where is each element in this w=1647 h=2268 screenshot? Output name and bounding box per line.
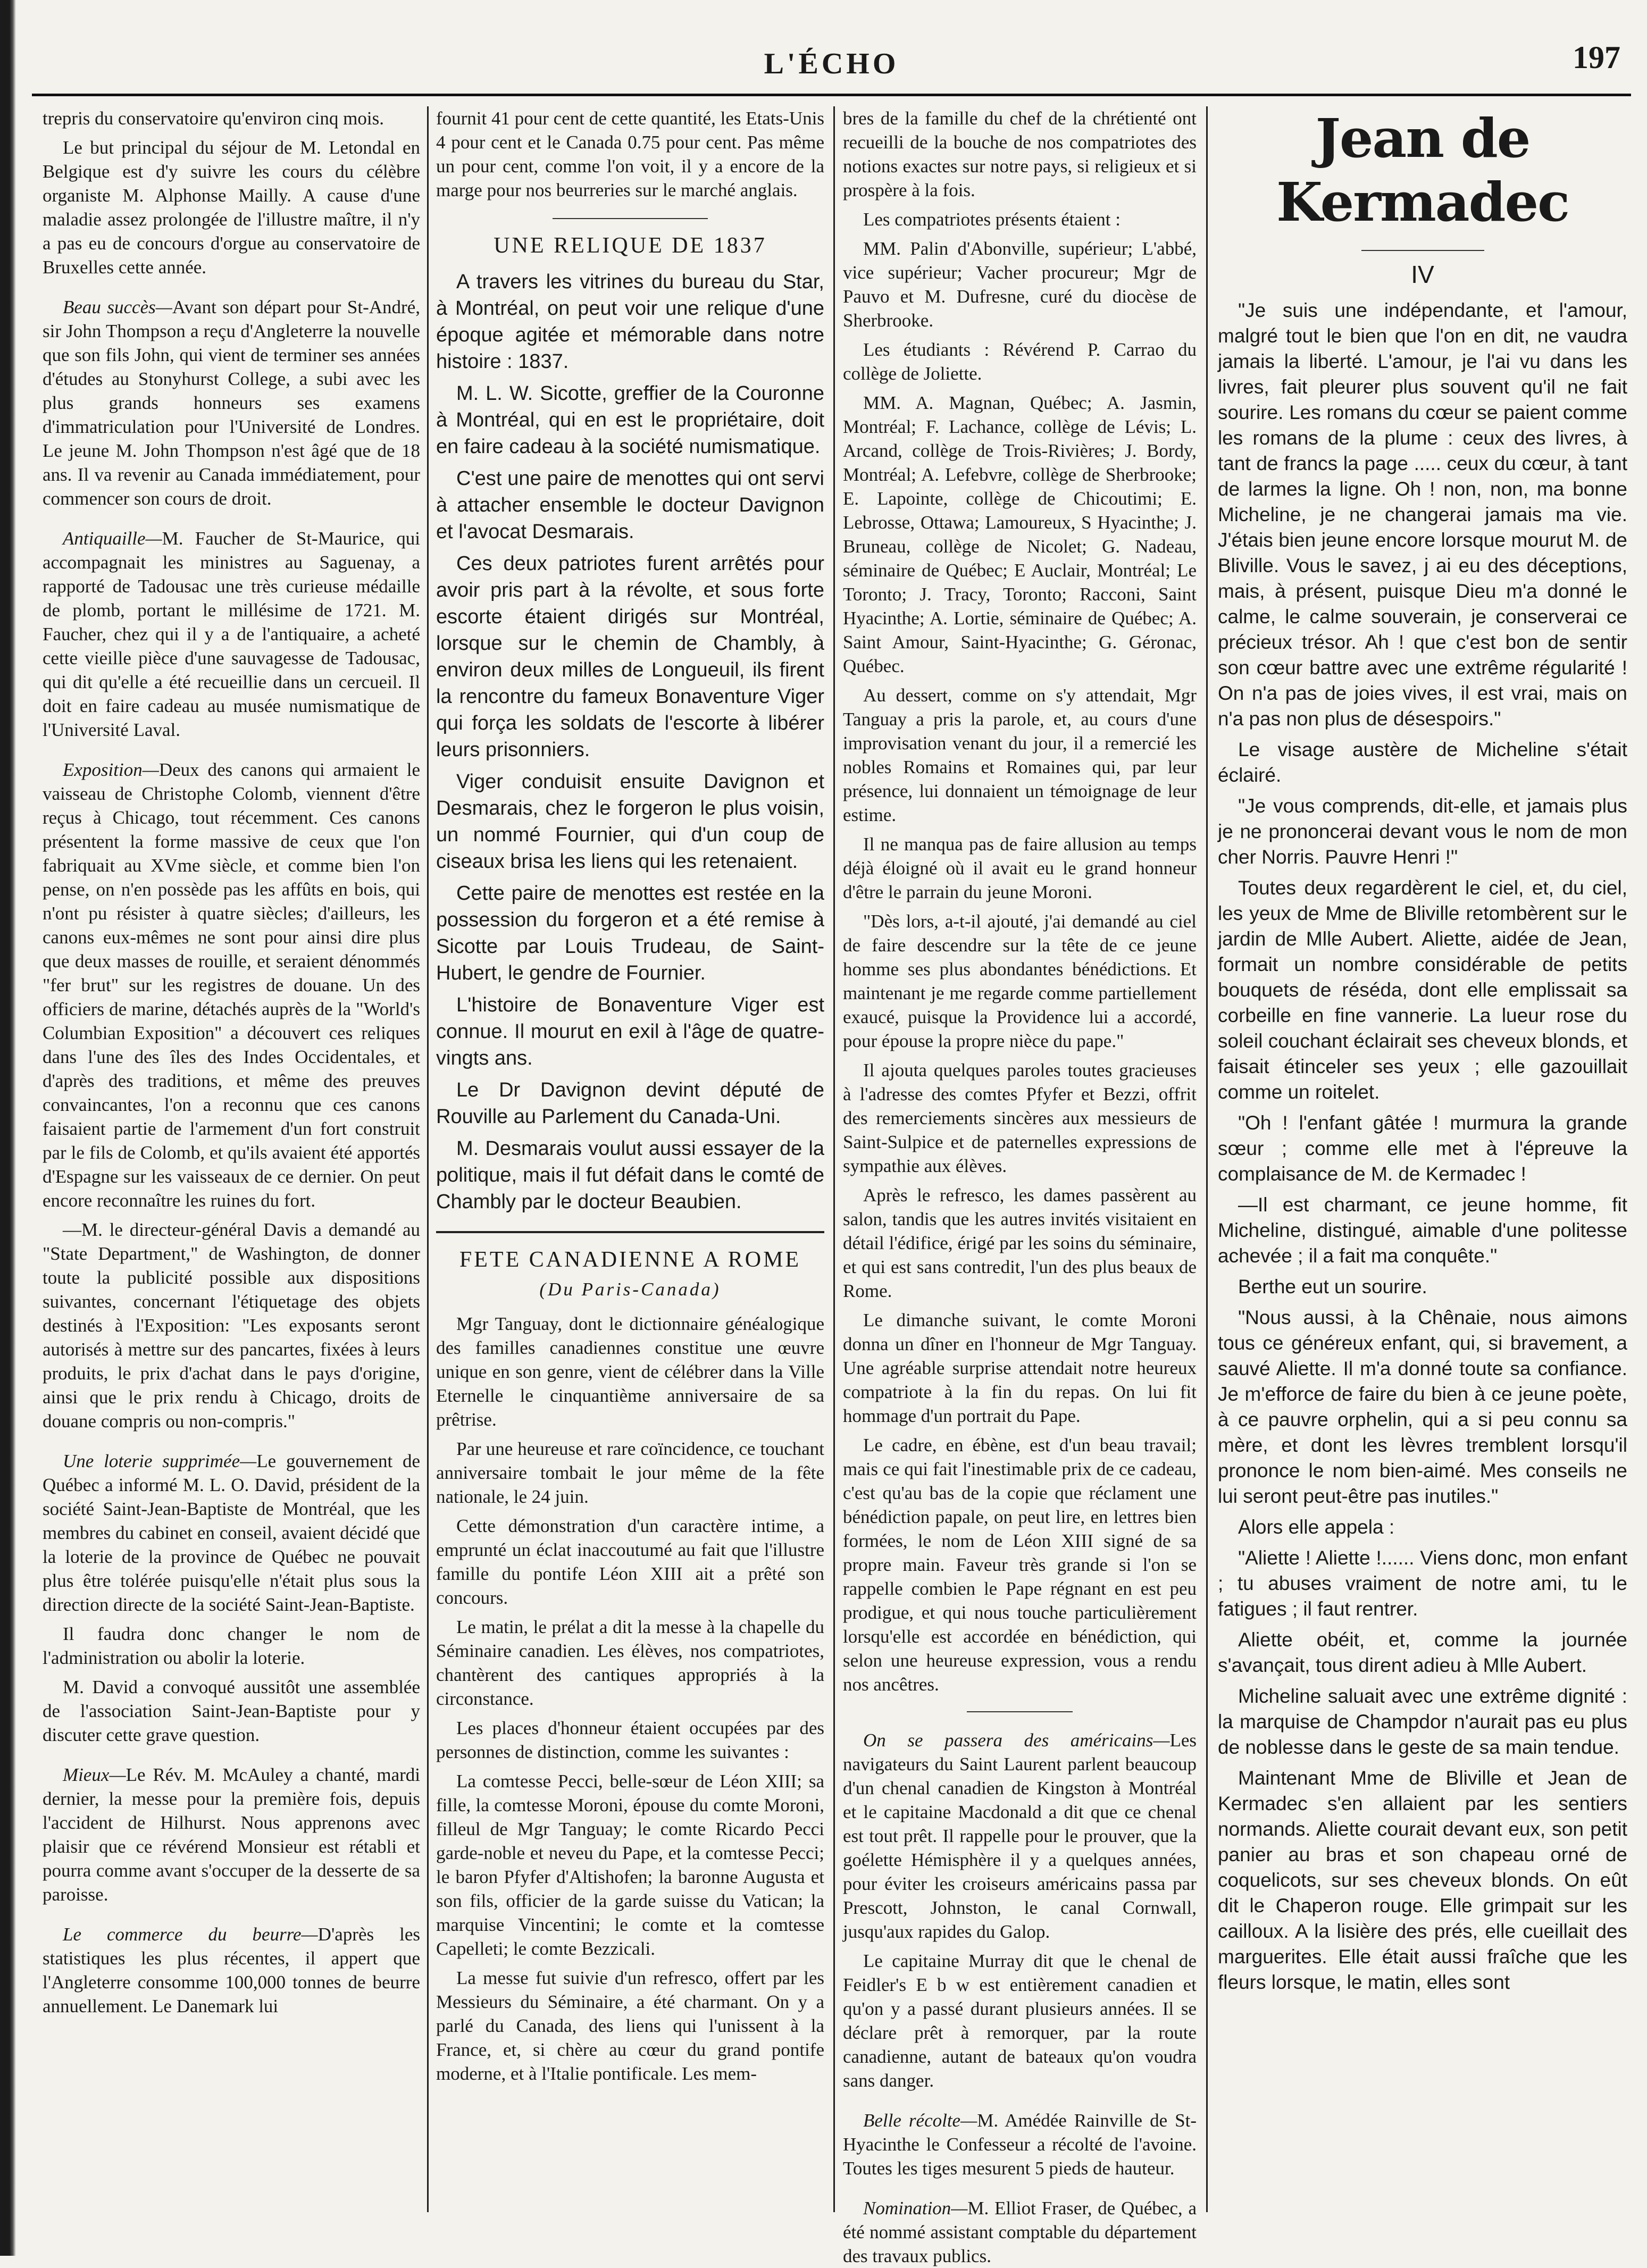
paragraph: Toutes deux regardèrent le ciel, et, du ciel, les yeux de Mme de Bliville retombèrent sur le jardin de Mlle Aubert. Aliette, aidée de Jean, formait un nombre considérable de petits bouquets de réséda, dont elle emplissait sa corbeille en fine vannerie. La lueur rose du soleil couchant éclairait ses cheveux blonds, et faisait étinceler ses yeux ; elle gazouillait comme un roitelet. <box>1218 877 1627 1103</box>
news-item <box>843 2108 1197 2180</box>
column-3 <box>843 106 1197 2266</box>
paragraph: MM. A. Magnan, Québec; A. Jasmin, Montréal; F. Lachance, collège de Lévis; L. Arcand, collège de Trois-Rivières; J. Bordy, Montréal; A. Lefebvre, collège de Sherbrooke; E. Lapointe, collège de Chicoutimi; E. Lebrosse, Ottawa; Lamoureux, S Hyacinthe; J. Bruneau, collège de Nicolet; G. Nadeau, séminaire de Québec; E Auclair, Montréal; Le Toronto; J. Tracy, Toronto; Racconi, Saint Hyacinthe; A. Lortie, séminaire de Québec; A. Saint Amour, Saint-Hyacinthe; G. Géronac, Québec. <box>843 392 1197 676</box>
item-text: M. Faucher de St-Maurice, qui accompagnait les ministres au Saguenay, a rapporté de Tadousac une très curieuse médaille de plomb, portant le millésime de 1721. M. Faucher, chez qui il y a de l'antiquaire, a acheté cette vieille pièce d'une sauvagesse de Tadousac, qui dit qu'elle a été recueillie dans un cercueil. Il doit en faire cadeau au musée numismatique de l'Université Laval. <box>43 528 420 740</box>
paragraph: "Je suis une indépendante, et l'amour, malgré tout le bien que l'on en dit, ne vaudra jamais la liberté. L'amour, je l'ai vu dans les livres, fait pleurer plus souvent qu'il ne fait sourire. Les romans du cœur se paient comme les romans de la plume : ceux des livres, à tant de francs la page ..... ceux du cœur, à tant de larmes la ligne. Oh ! non, non, ma bonne Micheline, je ne changerai jamais ma vie. J'étais bien jeune encore lorsque mourut M. de Bliville. Vous le savez, j ai eu des déceptions, mais, à présent, puisque Dieu m'a donné le calme, le calme souverain, je conserverai ce précieux trésor. Ah ! que c'est bon de sentir son cœur battre avec une extrême régularité ! On n'a pas de joies vives, il est vrai, mais on n'a pas non plus de désespoirs." <box>1218 299 1627 730</box>
paragraph: Mgr Tanguay, dont le dictionnaire généalogique des familles canadiennes constitue une œuvre unique en son genre, vient de célébrer dans la Ville Eternelle le cinquantième anniversaire de sa prêtrise. <box>436 1313 824 1430</box>
paragraph: Les compatriotes présents étaient : <box>863 209 1121 230</box>
page-binding-edge <box>0 0 16 2256</box>
paragraph: Le capitaine Murray dit que le chenal de Feidler's E b w est entièrement canadien et qu'on y a passé durant plusieurs années. Il se déclare prêt à remorquer, par la route canadienne, autant de bateaux qu'on voudra sans danger. <box>843 1951 1197 2091</box>
paragraph: "Aliette ! Aliette !...... Viens donc, mon enfant ; tu abuses vraiment de notre ami, tu le fatigues ; il faut rentrer. <box>1218 1547 1627 1620</box>
newspaper-title: L'ÉCHO <box>764 47 899 80</box>
news-item <box>43 1763 420 1906</box>
paragraph: "Je vous comprends, dit-elle, et jamais plus je ne prononcerai devant vous le nom de mon cher Norris. Pauvre Henri !" <box>1218 795 1627 868</box>
item-text: M. Elliot Fraser, de Québec, a été nommé assistant comptable du département des travaux publics. <box>843 2198 1197 2266</box>
news-item <box>43 526 420 742</box>
paragraph: Le matin, le prélat a dit la messe à la chapelle du Séminaire canadien. Les élèves, nos compatriotes, chantèrent des cantiques appropriés à la circonstance. <box>436 1617 824 1709</box>
paragraph: MM. Palin d'Abonville, supérieur; L'abbé, vice supérieur; Vacher procureur; Mgr de Pauvo et M. Dufresne, curé du diocèse de Sherbrooke. <box>843 238 1197 331</box>
item-text: Avant son départ pour St-André, sir John Thompson a reçu d'Angleterre la nouvelle que son fils John, qui vient de terminer ses années d'études au Stonyhurst College, a subi avec les plus grands honneurs ses examens d'immatriculation pour l'Université de Londres. Le jeune M. John Thompson n'est âgé que de 18 ans. Il va revenir au Canada immédiatement, pour commencer son cours de droit. <box>43 297 420 509</box>
item-text: Les navigateurs du Saint Laurent parlent beaucoup d'un chenal canadien de Kingston à Montréal et le capitaine Macdonald a dit que ce chenal est tout prêt. Il rappelle pour le prouver, que la goélette Hémisphère il y a quelques années, pour éviter les croiseurs américains passa par Prescott, Johnston, le canal Cornwall, jusqu'aux rapides du Galop. <box>843 1730 1197 1942</box>
news-item <box>843 2196 1197 2268</box>
page-header <box>32 32 1631 96</box>
section-source: (Du Paris-Canada) <box>539 1279 721 1300</box>
paragraph: L'histoire de Bonaventure Viger est connue. Il mourut en exil à l'âge de quatre-vingts ans. <box>436 994 824 1069</box>
paragraph: Cette démonstration d'un caractère intime, a emprunté un éclat inaccoutumé au fait que l'illustre famille du pontife Léon XIII ait a prêté son concours. <box>436 1516 824 1608</box>
item-heading: Exposition— <box>63 759 159 780</box>
news-item <box>43 1922 420 2018</box>
item-text: Deux des canons qui armaient le vaisseau de Christophe Colomb, viennent d'être reçus à Chicago, tout récemment. Ces canons présentent la forme massive de ceux que l'on fabriquait au XVme siècle, et comme bien l'on pense, on n'en possède pas les affûts en bois, qui n'ont pu résister à quatre siècles; d'ailleurs, les canons eux-mêmes ne sont pour ainsi dire plus que deux masses de rouille, et seraient dénommés "fer brut" sur les registres de douane. Un des officiers de marine, détachés auprès de la "World's Columbian Exposition" a découvert ces reliques dans l'une des îles des Indes Occidentales, et d'après des traditions, et même des preuves convaincantes, l'on a reconnu que ces canons faisaient partie de l'armement d'un fort construit par le fils de Colomb, et qu'ils avaient été apportés d'Espagne sur les vaisseaux de ce dernier. On peut encore reconnaître les ruines du fort. <box>43 759 420 1211</box>
article-body <box>436 269 824 1215</box>
paragraph: "Nous aussi, à la Chênaie, nous aimons tous ce généreux enfant, qui, si bravement, a sauvé Aliette. Il m'a donné toute sa confiance. Je m'efforce de faire du bien à ce jeune poète, à ce pauvre orphelin, qui a si peu connu sa mère, et dont les lèvres tremblent lorsqu'il prononce le nom bien-aimé. Mes conseils ne lui seront peut-être pas inutiles." <box>1218 1307 1627 1507</box>
paragraph: "Dès lors, a-t-il ajouté, j'ai demandé au ciel de faire descendre sur la tête de ce jeune homme ses plus abondantes bénédictions. Et maintenant je me regarde comme partiellement exaucé, puisque la Providence lui a accordé, pour épouse la propre nièce du pape." <box>843 911 1197 1051</box>
paragraph: Le visage austère de Micheline s'était éclairé. <box>1218 739 1627 786</box>
item-heading: Mieux— <box>63 1764 126 1785</box>
item-heading: Le commerce du beurre— <box>63 1924 318 1945</box>
column-divider <box>427 106 429 2212</box>
paragraph: Alors elle appela : <box>1238 1516 1395 1538</box>
ornament-rule <box>553 218 708 219</box>
column-1 <box>43 106 420 2212</box>
column-divider <box>1206 106 1208 2212</box>
paragraph: Après le refresco, les dames passèrent au salon, tandis que les autres invités visitaient en détail l'édifice, érigé par les soins du séminaire, et qui est sans contredit, l'un des plus beaux de Rome. <box>843 1185 1197 1301</box>
section-heading <box>436 218 824 258</box>
paragraph: —Il est charmant, ce jeune homme, fit Micheline, distingué, aimable d'une politesse achevée ; il a fait ma conquête." <box>1218 1194 1627 1267</box>
paragraph: C'est une paire de menottes qui ont servi à attacher ensemble le docteur Davignon et l'avocat Desmarais. <box>436 467 824 543</box>
paragraph: trepris du conservatoire qu'environ cinq mois. <box>43 108 384 129</box>
paragraph: A travers les vitrines du bureau du Star, à Montréal, on peut voir une relique d'une époque agitée et mémorable dans notre histoire : 1837. <box>436 271 824 373</box>
paragraph: M. David a convoqué aussitôt une assemblée de l'association Saint-Jean-Baptiste pour y discuter cette grave question. <box>43 1677 420 1745</box>
news-item <box>43 1449 420 1617</box>
header-rule <box>32 94 1631 96</box>
section-title: UNE RELIQUE DE 1837 <box>494 233 767 258</box>
paragraph: Les étudiants : Révérend P. Carrao du collège de Joliette. <box>843 339 1197 384</box>
paragraph: Par une heureuse et rare coïncidence, ce touchant anniversaire tombait le jour même de la fête nationale, le 24 juin. <box>436 1438 824 1507</box>
paragraph: Le dimanche suivant, le comte Moroni donna un dîner en l'honneur de Mgr Tanguay. Une agréable surprise attendait notre heureux compatriote à la fin du repas. On lui fit hommage d'un portrait du Pape. <box>843 1310 1197 1426</box>
column-divider <box>833 106 835 2212</box>
paragraph: "Oh ! l'enfant gâtée ! murmura la grande sœur ; comme elle met à l'épreuve la complaisance de M. de Kermadec ! <box>1218 1112 1627 1185</box>
paragraph: Il ajouta quelques paroles toutes gracieuses à l'adresse des comtes Pfyfer et Bezzi, offrit des remerciements sincères aux messieurs de Saint-Sulpice et de paternelles expressions de sympathie aux élèves. <box>843 1060 1197 1176</box>
paragraph: —M. le directeur-général Davis a demandé au "State Department," de Washington, de donner toute la publicité possible aux dispositions suivantes, concernant l'étiquetage des objets destinés à l'Exposition: "Les exposants seront autorisés à mettre sur des pancartes, fixées à leurs produits, le prix d'achat dans le pays d'origine, ainsi que le prix rendu à Chicago, droits de douane compris ou non-compris." <box>43 1219 420 1432</box>
paragraph: M. Desmarais voulut aussi essayer de la politique, mais il fut défait dans le comté de Chambly par le docteur Beaubien. <box>436 1137 824 1213</box>
paragraph: Le but principal du séjour de M. Letondal en Belgique est d'y suivre les cours du célèbre organiste M. Alphonse Mailly. A cause d'une maladie assez prolongée de l'illustre maître, il n'y a pas eu de concours d'orgue au conservatoire de Bruxelles cette année. <box>43 137 420 278</box>
paragraph: Cette paire de menottes est restée en la possession du forgeron et a été remise à Sicotte par Louis Trudeau, de Saint-Hubert, le gendre de Fournier. <box>436 882 824 984</box>
news-item <box>843 1728 1197 1944</box>
item-text: M. Amédée Rainville de St-Hyacinthe le Confesseur a récolté de l'avoine. Toutes les tiges mesurent 5 pieds de hauteur. <box>843 2110 1197 2179</box>
paragraph: Au dessert, comme on s'y attendait, Mgr Tanguay a pris la parole, et, au cours d'une improvisation venant du jour, il a remercié les nobles Romains et Romaines qui, par leur présence, lui donnaient un témoignage de leur estime. <box>843 685 1197 825</box>
item-heading: On se passera des américains— <box>863 1730 1170 1751</box>
paragraph: Il faudra donc changer le nom de l'administration ou abolir la loterie. <box>43 1623 420 1668</box>
page-number: 197 <box>1573 40 1620 75</box>
column-4-serial <box>1218 106 1627 2212</box>
section-title: FETE CANADIENNE A ROME <box>459 1248 801 1272</box>
item-text: D'après les statistiques les plus récentes, il appert que l'Angleterre consomme 100,000 tonnes de beurre annuellement. Le Danemark lui <box>43 1924 420 2016</box>
item-heading: Nomination— <box>863 2198 968 2219</box>
paragraph: Viger conduisit ensuite Davignon et Desmarais, chez le forgeron le plus voisin, un nommé Fournier, qui d'un coup de ciseaux brisa les liens qui les retenaient. <box>436 771 824 873</box>
paragraph: Il ne manqua pas de faire allusion au temps déjà éloigné où il avait eu le grand honneur d'être le parrain du jeune Moroni. <box>843 834 1197 902</box>
paragraph: Ces deux patriotes furent arrêtés pour avoir pris part à la révolte, et sous forte escorte étaient dirigés sur Montréal, lorsque sur le chemin de Chambly, à environ deux milles de Longueuil, ils firent la rencontre du fameux Bonaventure Viger qui força les soldats de l'escorte à libérer leurs prisonniers. <box>436 553 824 761</box>
item-text: Le gouvernement de Québec a informé M. L. O. David, président de la société Saint-Jean-Baptiste de Montréal, que les membres du cabinet en conseil, avaient décidé que la loterie de la province de Québec ne pouvait plus être tolérée puisqu'elle n'était plus sous la direction directe de la société Saint-Jean-Baptiste. <box>43 1451 421 1615</box>
paragraph: M. L. W. Sicotte, greffier de la Couronne à Montréal, qui en est le propriétaire, doit en faire cadeau à la société numismatique. <box>436 382 824 458</box>
news-item <box>43 758 420 1212</box>
paragraph: Maintenant Mme de Bliville et Jean de Kermadec s'en allaient par les sentiers normands. Aliette courait devant eux, son petit panier au bras et son chapeau orné de coquelicots, sur ses cheveux blonds. On eût dit le Chaperon rouge. Elle grimpait sur les cailloux. A la lisière des prés, elle cueillait des marguerites. Elle était aussi fraîche que les fleurs lorsque, le matin, elles sont <box>1218 1767 1627 1993</box>
column-2 <box>436 106 824 2212</box>
item-text: Le Rév. M. McAuley a chanté, mardi dernier, la messe pour la première fois, depuis l'accident de Hilhurst. Nous apprenons avec plaisir que ce révérend Monsieur est rétabli et pourra comme avant s'occuper de la desserte de sa paroisse. <box>43 1764 420 1905</box>
paragraph: Les places d'honneur étaient occupées par des personnes de distinction, comme les suivantes : <box>436 1718 824 1762</box>
section-heading <box>436 1231 824 1301</box>
paragraph: La messe fut suivie d'un refresco, offert par les Messieurs du Séminaire, a été charmant. On y a parlé du Canada, des liens qui l'unissent à la France, et, si chère au cœur du grand pontife moderne, et à l'Italie pontificale. Les mem- <box>436 1968 824 2084</box>
section-rule <box>436 1231 824 1233</box>
paragraph: Aliette obéit, et, comme la journée s'avançait, tous dirent adieu à Mlle Aubert. <box>1218 1629 1627 1676</box>
paragraph: fournit 41 pour cent de cette quantité, les Etats-Unis 4 pour cent et le Canada 0.75 pour cent. Pas même un pour cent, comme l'on voit, il y a encore de la marge pour nos beurreries sur le marché anglais. <box>436 108 824 200</box>
item-heading: Antiquaille— <box>63 528 162 549</box>
paragraph: Le Dr Davignon devint député de Rouville au Parlement du Canada-Uni. <box>436 1079 824 1128</box>
paragraph: Berthe eut un sourire. <box>1238 1276 1427 1298</box>
item-heading: Une loterie supprimée— <box>63 1451 257 1471</box>
paragraph: Micheline saluait avec une extrême dignité : la marquise de Champdor n'aurait pas eu plus de noblesse dans le geste de sa main tendue. <box>1218 1685 1627 1758</box>
item-heading: Beau succès— <box>63 297 172 317</box>
ornament-rule <box>967 1711 1073 1712</box>
paragraph: Le cadre, en ébène, est d'un beau travail; mais ce qui fait l'inestimable prix de ce cadeau, c'est qu'au bas de la copie que réclament une bénédiction papale, on peut lire, en lettres bien formées, le nom de Léon XIII signé de sa propre main. Faveur très grande si l'on se rappelle combien le Pape régnant en est peu prodigue, et qui nous touche particulièrement lorsqu'elle est accordée en bénédiction, qui selon une heureuse expression, vous a rendu nos ancêtres. <box>843 1435 1197 1695</box>
chapter-number: IV <box>1411 261 1434 288</box>
item-heading: Belle récolte— <box>863 2110 977 2131</box>
news-item <box>43 295 420 510</box>
serial-title: Jean de Kermadec <box>1276 107 1569 233</box>
paragraph: La comtesse Pecci, belle-sœur de Léon XIII; sa fille, la comtesse Moroni, épouse du comte Moroni, filleul de Mgr Tanguay; le comte Ricardo Pecci garde-noble et neveu du Pape, et la comtesse Pecci; le baron Pfyfer d'Altishofen; la baronne Augusta et son fils, officier de la garde suisse du Vatican; la marquise Vincentini; le comte et la comtesse Capelleti; le comte Bezzicali. <box>436 1771 824 1959</box>
paragraph: bres de la famille du chef de la chrétienté ont recueilli de la bouche de nos compatriotes des notions exactes sur notre pays, si religieux et si prospère à la fois. <box>843 108 1197 200</box>
chapter-rule <box>1361 250 1484 251</box>
